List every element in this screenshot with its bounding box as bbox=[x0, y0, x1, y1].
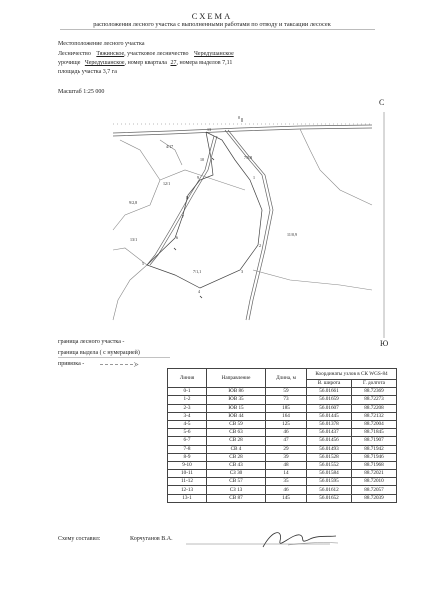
forestry-value: Тяжинское bbox=[96, 51, 125, 57]
lat-cell: 56.01552 bbox=[307, 461, 352, 469]
lon-cell: 88.72004 bbox=[352, 420, 397, 428]
lon-cell: 88.72057 bbox=[352, 486, 397, 494]
lat-cell: 56.01378 bbox=[307, 420, 352, 428]
length-cell: 125 bbox=[266, 420, 307, 428]
lat-cell: 56.01612 bbox=[307, 486, 352, 494]
district-label: , участковое лесничество bbox=[124, 51, 189, 57]
lon-cell: 88.71968 bbox=[352, 461, 397, 469]
point-3-label: 3 bbox=[241, 269, 243, 274]
line-cell: 9-10 bbox=[168, 461, 207, 469]
col-coords-header: Координаты узлов в СК WGS-84 bbox=[307, 369, 397, 380]
line-cell: 12-13 bbox=[168, 486, 207, 494]
district-value: Чередушанское bbox=[194, 51, 234, 57]
point-4-label: 4 bbox=[198, 289, 200, 294]
point-0-label: 0 bbox=[238, 115, 240, 120]
line-cell: 11-12 bbox=[168, 478, 207, 486]
length-cell: 185 bbox=[266, 404, 307, 412]
vydel-label-g: 7/1,1 bbox=[193, 269, 202, 274]
direction-cell: СВ 87 bbox=[207, 494, 266, 502]
point-2-label: 2 bbox=[259, 243, 261, 248]
compiled-by-label: Схему составил: bbox=[58, 536, 101, 542]
length-cell: 145 bbox=[266, 494, 307, 502]
tract-value: Чередушанское bbox=[84, 60, 125, 66]
plot-area: площадь участка 3,7 га bbox=[58, 69, 117, 75]
legend-binding: привязка - bbox=[58, 361, 85, 367]
quarter-label: , номер квартала bbox=[124, 60, 167, 66]
document-subtitle: расположения лесного участка с выполненными работами по отводу и таксации лесосек bbox=[93, 21, 331, 28]
lat-cell: 56.01661 bbox=[307, 388, 352, 396]
direction-cell: СВ 59 bbox=[207, 420, 266, 428]
direction-cell: СЗ 30 bbox=[207, 470, 266, 478]
line-cell: 4-5 bbox=[168, 420, 207, 428]
lon-cell: 88.72208 bbox=[352, 404, 397, 412]
point-6-label: 6 bbox=[176, 235, 178, 240]
line-cell: 10-11 bbox=[168, 470, 207, 478]
direction-cell: СЗ 13 bbox=[207, 486, 266, 494]
vydel-label-c: 12/1 bbox=[163, 181, 171, 186]
point-10-label: 10 bbox=[200, 157, 204, 162]
quarter-value: 27 bbox=[170, 60, 177, 66]
point-5-label: 5 bbox=[142, 261, 144, 266]
lon-cell: 88.72132 bbox=[352, 412, 397, 420]
direction-cell: СВ 4 bbox=[207, 445, 266, 453]
direction-cell: СВ 63 bbox=[207, 429, 266, 437]
lat-cell: 56.01445 bbox=[307, 412, 352, 420]
vydel-label-b: 7/0,8 bbox=[244, 155, 253, 160]
lat-cell: 56.01595 bbox=[307, 478, 352, 486]
col-line-header: Линия bbox=[168, 369, 207, 388]
line-cell: 2-3 bbox=[168, 404, 207, 412]
point-9-label: 9 bbox=[197, 175, 199, 180]
line-cell: 13-1 bbox=[168, 494, 207, 502]
lat-cell: 56.01528 bbox=[307, 453, 352, 461]
direction-cell: СВ 57 bbox=[207, 478, 266, 486]
lat-cell: 56.01607 bbox=[307, 404, 352, 412]
length-cell: 46 bbox=[266, 429, 307, 437]
length-cell: 14 bbox=[266, 470, 307, 478]
direction-cell: СВ 28 bbox=[207, 453, 266, 461]
lat-cell: 56.01456 bbox=[307, 437, 352, 445]
vydel-label-e: 11/0,9 bbox=[287, 232, 297, 237]
length-cell: 35 bbox=[266, 478, 307, 486]
legend-plot-boundary: граница лесного участка - bbox=[58, 339, 125, 345]
vydel-label-f: 13/1 bbox=[130, 237, 138, 242]
lon-cell: 88.72010 bbox=[352, 478, 397, 486]
lon-cell: 88.71942 bbox=[352, 445, 397, 453]
compass-north: С bbox=[379, 98, 385, 107]
lat-cell: 56.01437 bbox=[307, 429, 352, 437]
map-scale: Масштаб 1:25 000 bbox=[58, 89, 105, 95]
location-heading: Местоположение лесного участка bbox=[58, 41, 145, 47]
lat-cell: 56.01659 bbox=[307, 396, 352, 404]
compass-south: Ю bbox=[380, 339, 389, 348]
direction-cell: ЮВ 35 bbox=[207, 396, 266, 404]
direction-cell: СВ 43 bbox=[207, 461, 266, 469]
lon-cell: 88.71907 bbox=[352, 437, 397, 445]
direction-cell: СВ 28 bbox=[207, 437, 266, 445]
lon-cell: 88.72039 bbox=[352, 494, 397, 502]
compiler-name: Корчуганов В.А. bbox=[130, 536, 173, 542]
legend-vydel-boundary: граница выдела ( с нумерацией) bbox=[58, 350, 140, 356]
line-cell: 5-6 bbox=[168, 429, 207, 437]
length-cell: 46 bbox=[266, 486, 307, 494]
line-cell: 0-1 bbox=[168, 388, 207, 396]
vydel-label-d: 9/2,8 bbox=[129, 200, 138, 205]
vydel-label-a: 4/17 bbox=[166, 144, 174, 149]
col-lon-header: Г. долгота bbox=[352, 380, 397, 388]
length-cell: 164 bbox=[266, 412, 307, 420]
length-cell: 47 bbox=[266, 437, 307, 445]
line-cell: 7-8 bbox=[168, 445, 207, 453]
length-cell: 29 bbox=[266, 445, 307, 453]
lat-cell: 56.01652 bbox=[307, 494, 352, 502]
signature bbox=[258, 527, 358, 551]
line-cell: 8-9 bbox=[168, 453, 207, 461]
lon-cell: 88.72369 bbox=[352, 388, 397, 396]
direction-cell: ЮВ 86 bbox=[207, 388, 266, 396]
lat-cell: 56.01584 bbox=[307, 470, 352, 478]
length-cell: 48 bbox=[266, 461, 307, 469]
point-13-label: 13 bbox=[207, 127, 211, 132]
lon-cell: 88.71946 bbox=[352, 453, 397, 461]
tract-label: урочище bbox=[58, 60, 81, 66]
lon-cell: 88.72021 bbox=[352, 470, 397, 478]
direction-cell: ЮВ 15 bbox=[207, 404, 266, 412]
col-direction-header: Направление bbox=[207, 369, 266, 388]
line-cell: 3-4 bbox=[168, 412, 207, 420]
point-1-label: 1 bbox=[253, 175, 255, 180]
point-8-label: 8 bbox=[186, 195, 188, 200]
lon-cell: 88.71845 bbox=[352, 429, 397, 437]
line-cell: 1-2 bbox=[168, 396, 207, 404]
length-cell: 73 bbox=[266, 396, 307, 404]
direction-cell: ЮВ 44 bbox=[207, 412, 266, 420]
point-7-label: 7 bbox=[182, 214, 184, 219]
forestry-label: Лесничество bbox=[58, 51, 91, 57]
length-cell: 39 bbox=[266, 453, 307, 461]
vydel-numbers: , номера выделов 7,11 bbox=[176, 60, 233, 66]
line-cell: 6-7 bbox=[168, 437, 207, 445]
lon-cell: 88.72273 bbox=[352, 396, 397, 404]
document-title: СХЕМА bbox=[191, 11, 233, 21]
col-lat-header: В. широта bbox=[307, 380, 352, 388]
length-cell: 59 bbox=[266, 388, 307, 396]
col-length-header: Длина, м bbox=[266, 369, 307, 388]
lat-cell: 56.01493 bbox=[307, 445, 352, 453]
